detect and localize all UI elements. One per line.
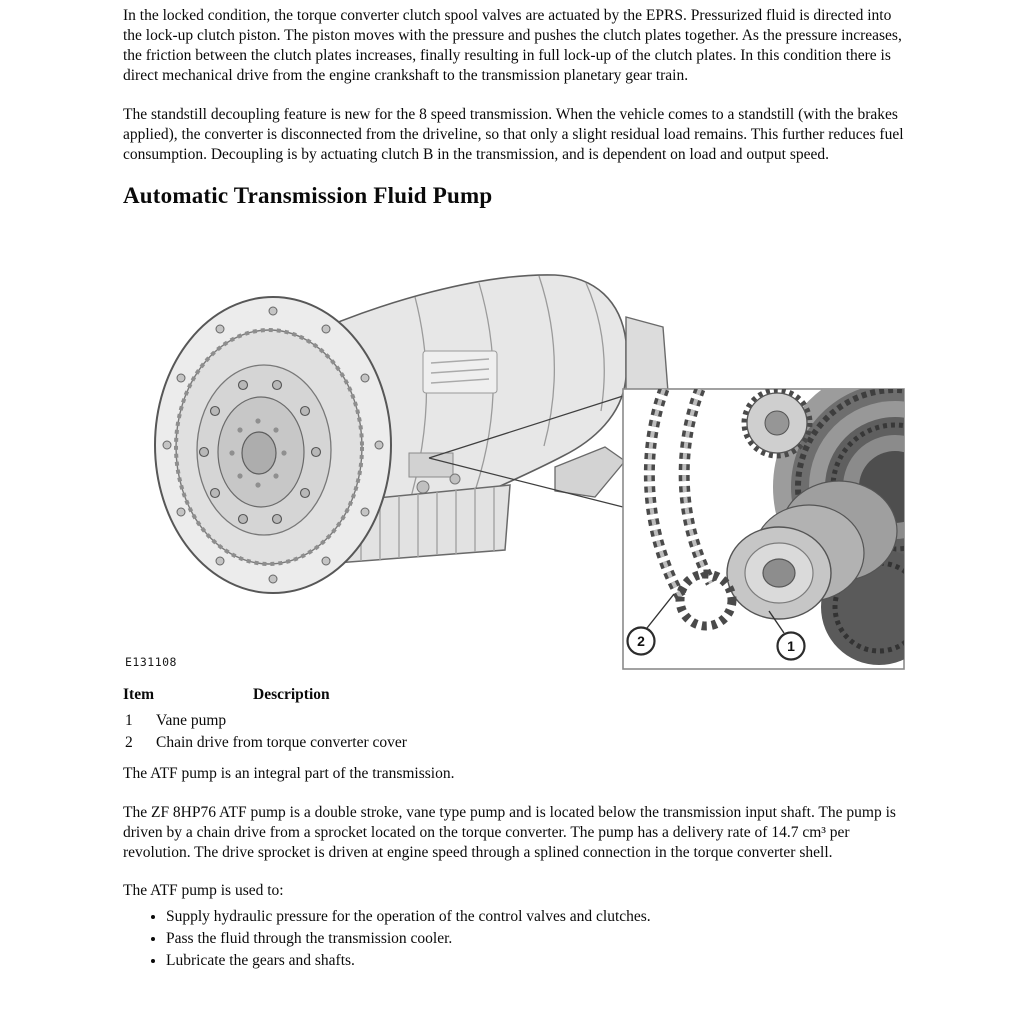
paragraph-atf-integral: The ATF pump is an integral part of the transmission.	[123, 765, 455, 783]
table-cell-description: Vane pump	[156, 712, 227, 730]
callout-2-label: 2	[637, 633, 645, 650]
table-row	[123, 732, 907, 754]
inset-detail	[623, 365, 907, 669]
callout-2-badge	[628, 628, 655, 655]
table-header-item: Item	[123, 686, 154, 704]
table-header-description: Description	[253, 686, 330, 704]
paragraph-zf-pump-details: The ZF 8HP76 ATF pump is a double stroke, vane type pump and is located below the transmission input shaft. The pump is driven by a chain drive from a sprocket located on the torque converter. The pump has a delivery rate of 14.7 cm³ per revolution. The drive sprocket is driven at engine speed through a splined connection in the torque converter shell.	[123, 803, 896, 861]
list-item: • Pass the fluid through the transmission cooler.	[166, 928, 907, 949]
list-item: • Lubricate the gears and shafts.	[166, 950, 907, 971]
figure-atf-pump	[123, 255, 907, 675]
paragraph-pump-uses-intro: The ATF pump is used to:	[123, 881, 284, 899]
table-row	[123, 710, 907, 732]
page-content	[123, 6, 907, 972]
list-item: • Supply hydraulic pressure for the operation of the control valves and clutches.	[166, 906, 907, 927]
paragraph-standstill-decoupling: The standstill decoupling feature is new for the 8 speed transmission. When the vehicle comes to a standstill (with the brakes applied), the converter is disconnected from the driveline, so that only a slight residual load remains. This further reduces fuel consumption. Decoupling is by actuating clutch B in the transmission, and is dependent on load and output speed.	[123, 105, 904, 163]
atf-pump-uses-list	[123, 906, 907, 971]
bell-housing	[155, 297, 391, 593]
figure-code: E131108	[125, 655, 177, 670]
table-cell-description: Chain drive from torque converter cover	[156, 734, 407, 752]
transmission-illustration	[123, 255, 907, 675]
table-cell-item: 2	[125, 734, 133, 752]
callout-1-label: 1	[787, 638, 795, 655]
callout-1-badge	[778, 633, 805, 660]
paragraph-locked-condition: In the locked condition, the torque converter clutch spool valves are actuated by the EPRS. Pressurized fluid is directed into the lock-up clutch piston. The piston moves with the pressure and pushes the clutch plates together. As the pressure increases, the friction between the clutch plates increases, finally resulting in full lock-up of the clutch plates. In this condition there is direct mechanical drive from the engine crankshaft to the transmission planetary gear train.	[123, 7, 902, 85]
table-cell-item: 1	[125, 712, 133, 730]
table-header-row	[123, 684, 907, 705]
id-plate	[423, 351, 497, 393]
page-title: Automatic Transmission Fluid Pump	[123, 182, 493, 208]
item-description-table	[123, 684, 907, 754]
